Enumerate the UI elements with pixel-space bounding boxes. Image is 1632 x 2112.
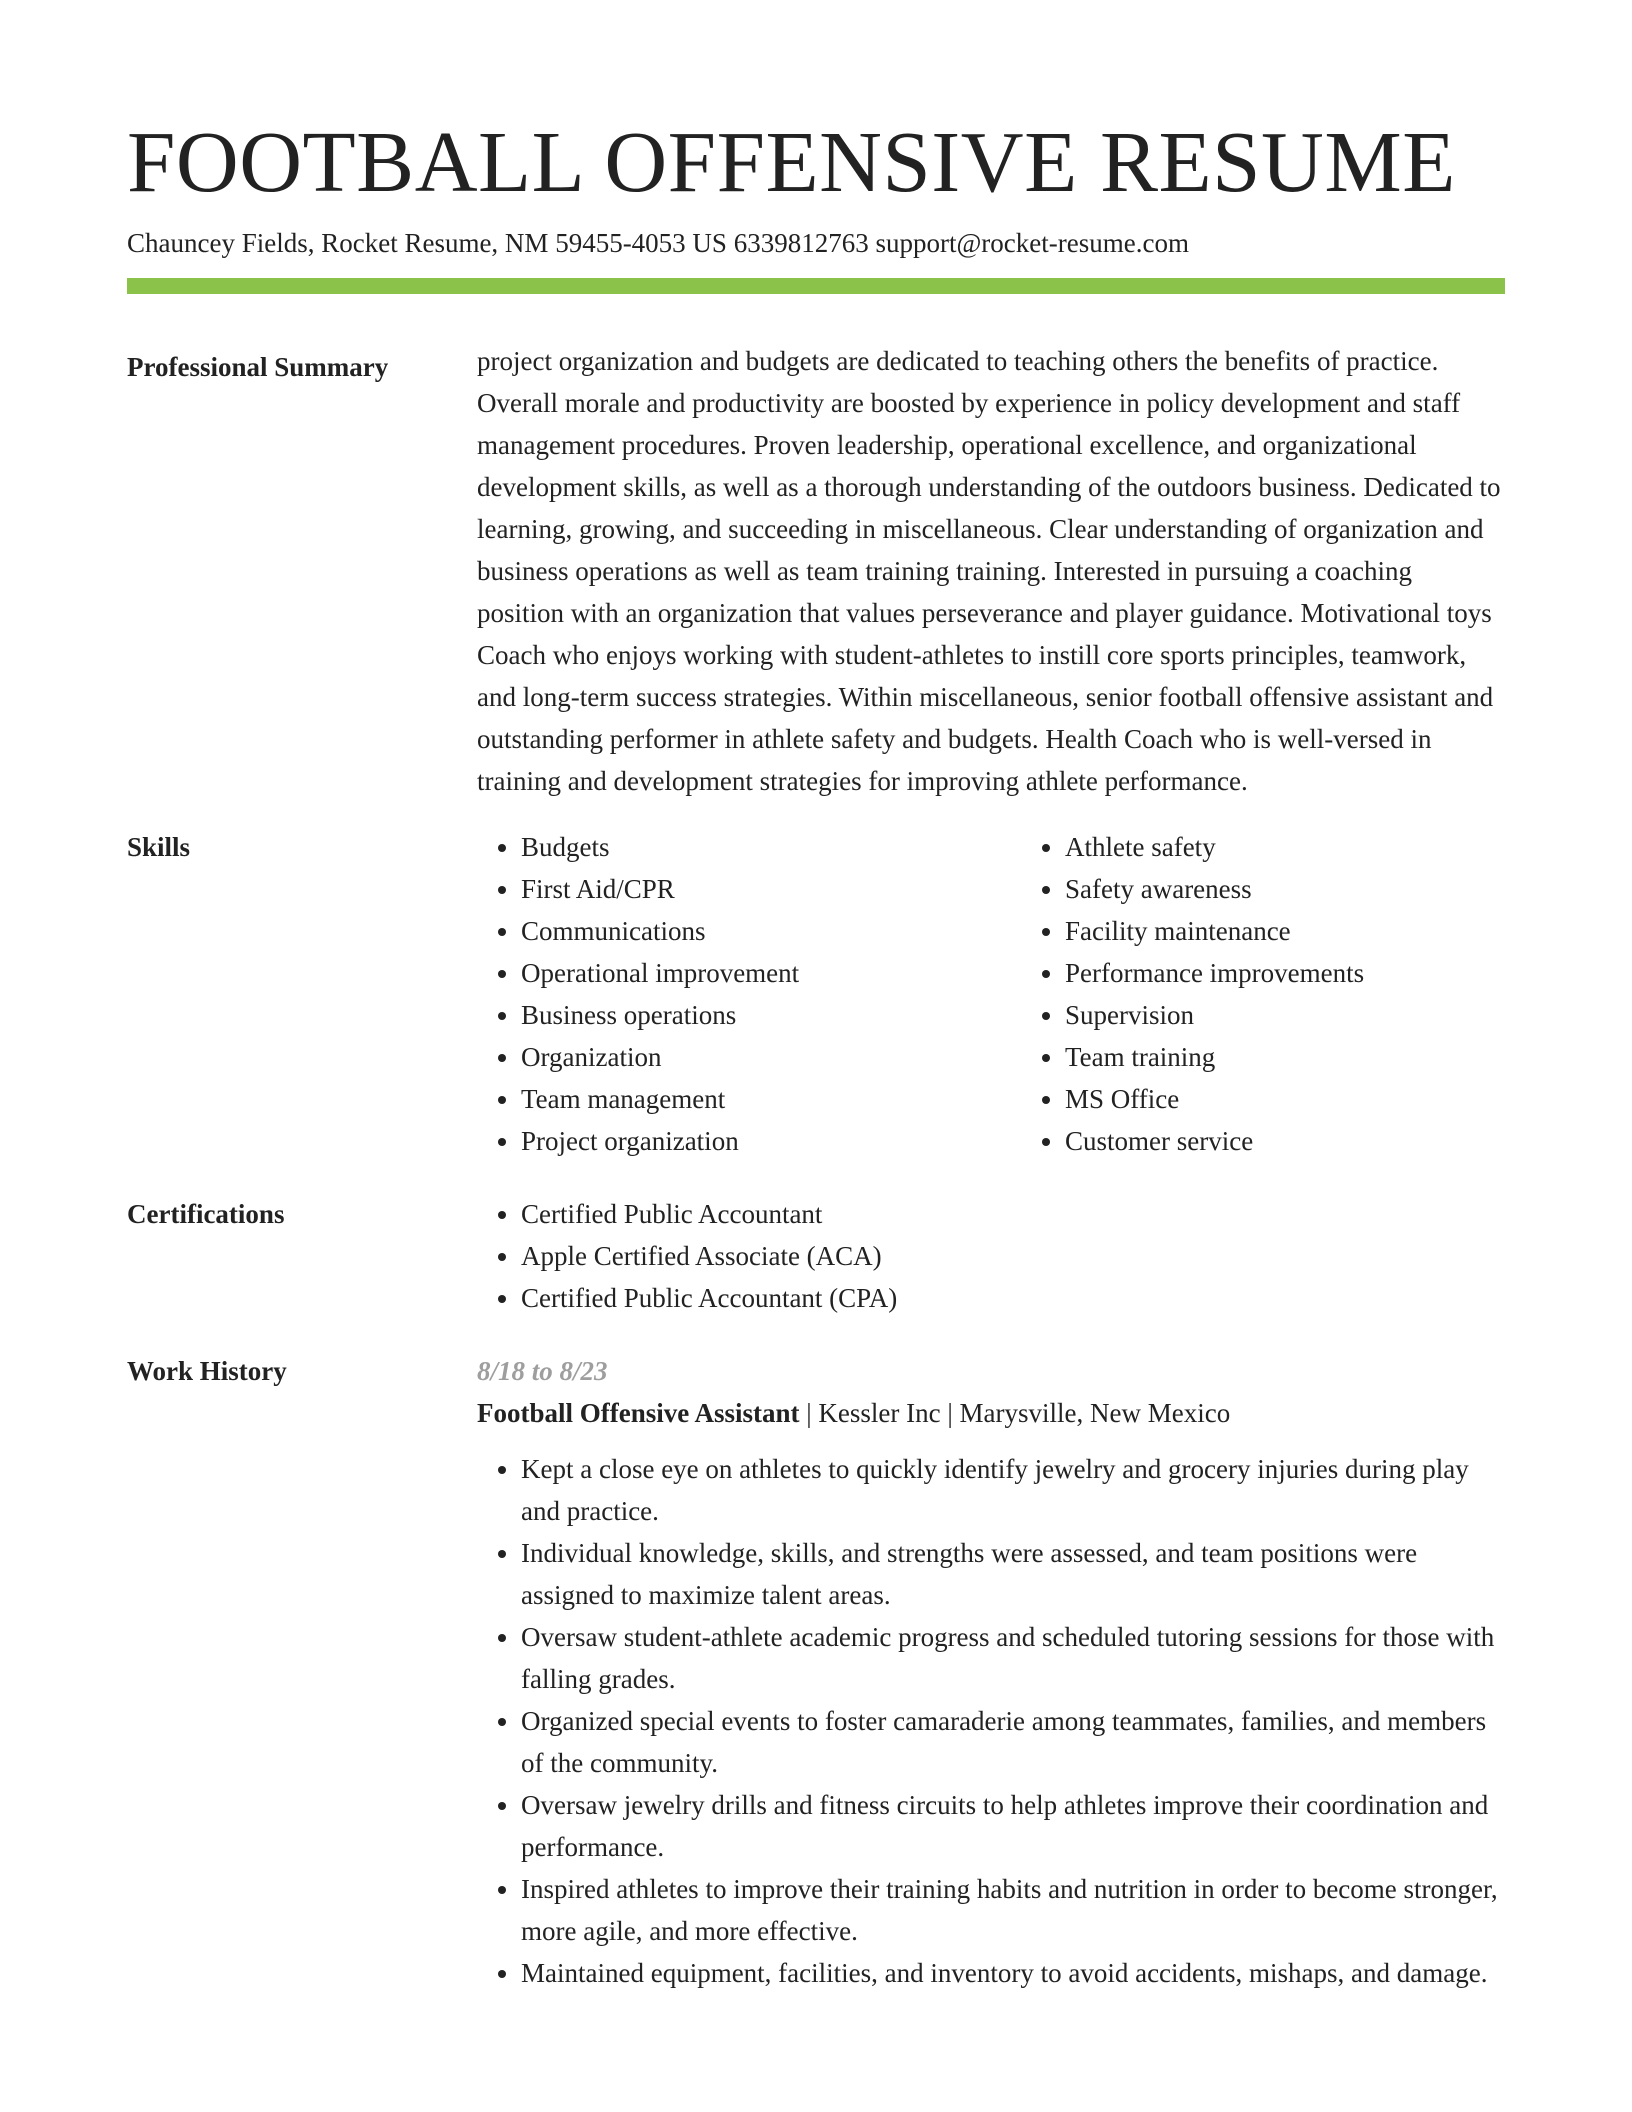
certification-item: • Apple Certified Associate (ACA) — [521, 1235, 1505, 1277]
certifications-body — [477, 1193, 1505, 1319]
skill-item: • Customer service — [1065, 1120, 1364, 1162]
skill-item: • Team training — [1065, 1036, 1364, 1078]
skill-item: • MS Office — [1065, 1078, 1364, 1120]
certifications-section — [127, 1193, 1505, 1319]
skill-item: • Safety awareness — [1065, 868, 1364, 910]
skills-list-right — [1021, 826, 1364, 1162]
header-divider — [127, 278, 1505, 294]
contact-line: Chauncey Fields, Rocket Resume, NM 59455-4053 US 6339812763 support@rocket-resume.com — [127, 228, 1189, 258]
job-bullet: • Inspired athletes to improve their training habits and nutrition in order to become stronger, more agile, and more effective. — [521, 1868, 1505, 1952]
skill-item: • Performance improvements — [1065, 952, 1364, 994]
certification-item: • Certified Public Accountant — [521, 1193, 1505, 1235]
skills-section — [127, 826, 1505, 1162]
section-title-skills: Skills — [127, 832, 191, 863]
section-title-summary: Professional Summary — [127, 352, 389, 383]
skill-item: • Operational improvement — [521, 952, 1021, 994]
section-title-certifications: Certifications — [127, 1199, 285, 1230]
skill-item: • Business operations — [521, 994, 1021, 1036]
skill-item: • Facility maintenance — [1065, 910, 1364, 952]
skill-item: • Team management — [521, 1078, 1021, 1120]
job-bullet: • Organized special events to foster camaraderie among teammates, families, and members of the community. — [521, 1700, 1505, 1784]
job-bullet: • Maintained equipment, facilities, and inventory to avoid accidents, mishaps, and damage. — [521, 1952, 1505, 1994]
job-bullet: • Oversaw student-athlete academic progress and scheduled tutoring sessions for those with falling grades. — [521, 1616, 1505, 1700]
job-title: Football Offensive Assistant — [477, 1398, 800, 1429]
skill-item: • Communications — [521, 910, 1021, 952]
skills-body — [477, 826, 1505, 1162]
job-company-location: | Kessler Inc | Marysville, New Mexico — [799, 1398, 1231, 1429]
skill-item: • Project organization — [521, 1120, 1021, 1162]
skill-item: • First Aid/CPR — [521, 868, 1021, 910]
job-bullets — [477, 1448, 1505, 1994]
job-bullet: • Oversaw jewelry drills and fitness circuits to help athletes improve their coordination and performance. — [521, 1784, 1505, 1868]
certifications-list — [477, 1193, 1505, 1319]
job-bullet: • Individual knowledge, skills, and strengths were assessed, and team positions were assigned to maximize talent areas. — [521, 1532, 1505, 1616]
resume-title: FOOTBALL OFFENSIVE RESUME — [127, 113, 1456, 210]
job-dates: 8/18 to 8/23 — [477, 1356, 608, 1387]
summary-text: project organization and budgets are dedicated to teaching others the benefits of practice. Overall morale and productivity are boosted by experience in policy development and staff management procedures. Proven leadership, operational excellence, and organizational development skills, as well as a thorough understanding of the outdoors business. Dedicated to learning, growing, and succeeding in miscellaneous. Clear understanding of organization and business operations as well as team training training. Interested in pursuing a coaching position with an organization that values perseverance and player guidance. Motivational toys Coach who enjoys working with student-athletes to instill core sports principles, teamwork, and long-term success strategies. Within miscellaneous, senior football offensive assistant and outstanding performer in athlete safety and budgets. Health Coach who is well-versed in training and development strategies for improving athlete performance. — [477, 346, 1501, 797]
skill-item: • Supervision — [1065, 994, 1364, 1036]
skill-item: • Budgets — [521, 826, 1021, 868]
certification-item: • Certified Public Accountant (CPA) — [521, 1277, 1505, 1319]
skill-item: • Athlete safety — [1065, 826, 1364, 868]
summary-section — [127, 346, 1505, 802]
skills-list-left — [477, 826, 1021, 1162]
job-entry — [477, 1350, 1505, 1994]
section-title-work-history: Work History — [127, 1356, 287, 1387]
skill-item: • Organization — [521, 1036, 1021, 1078]
job-bullet: • Kept a close eye on athletes to quickly identify jewelry and grocery injuries during play and practice. — [521, 1448, 1505, 1532]
summary-body — [477, 346, 1505, 802]
work-history-section — [127, 1350, 1505, 1994]
job-header — [477, 1392, 1505, 1434]
